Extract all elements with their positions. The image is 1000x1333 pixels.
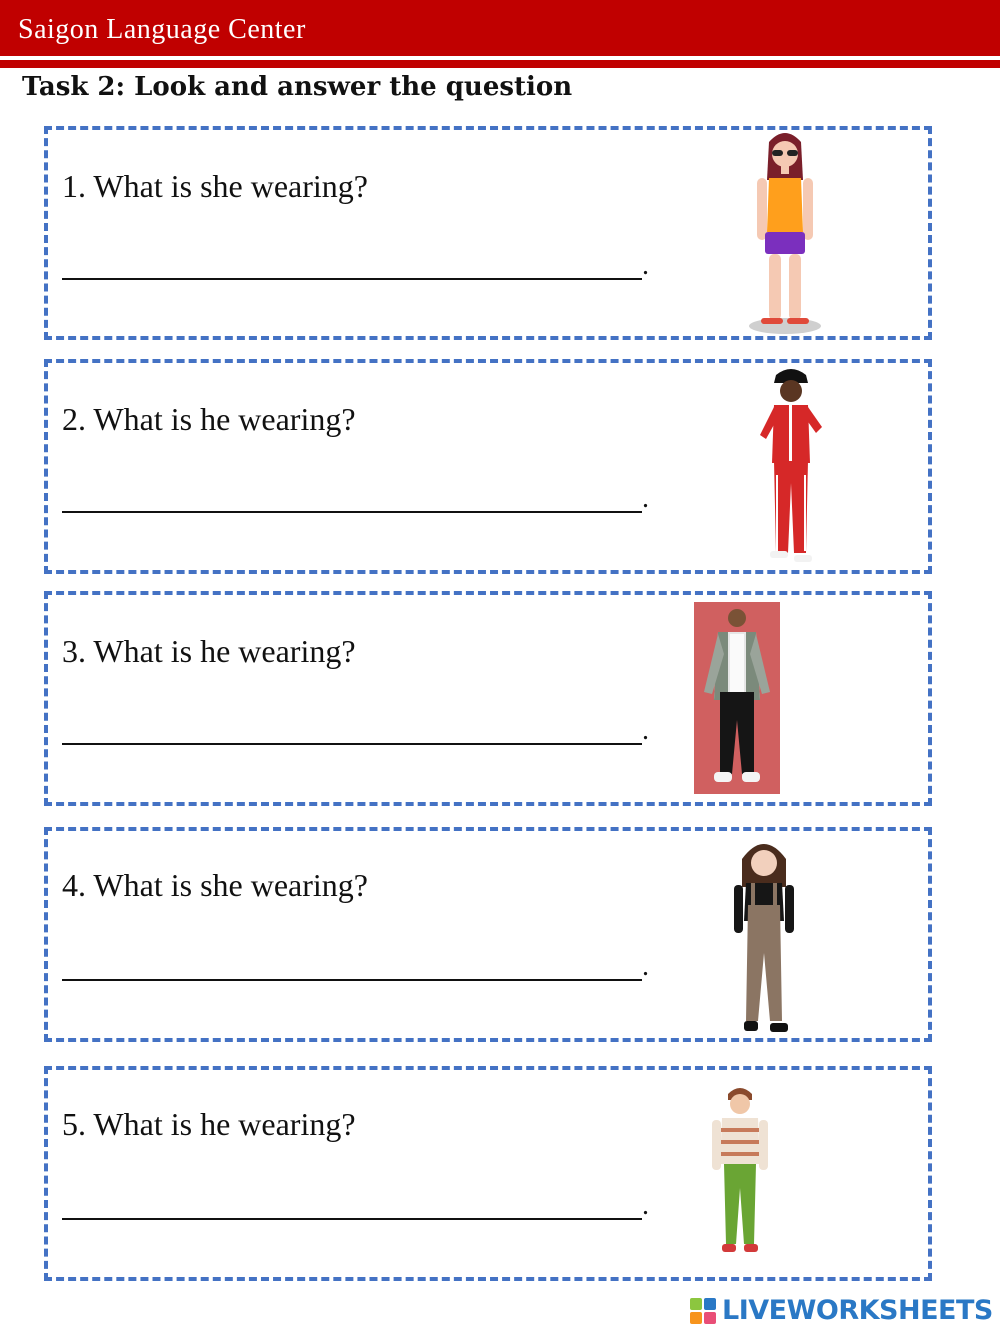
- task-title: Task 2: Look and answer the question: [22, 72, 573, 102]
- answer-period-1: .: [642, 250, 649, 281]
- question-text-2: 2. What is he wearing?: [62, 401, 356, 437]
- question-box-5: [44, 1066, 932, 1281]
- answer-line-4[interactable]: [62, 979, 642, 981]
- man-figure-3: [694, 602, 780, 794]
- answer-period-3: .: [642, 715, 649, 746]
- man-figure-2: [756, 365, 826, 571]
- answer-line-1[interactable]: [62, 278, 642, 280]
- question-box-3: [44, 591, 932, 806]
- question-text-3: 3. What is he wearing?: [62, 633, 356, 669]
- header-title: Saigon Language Center: [18, 14, 306, 45]
- answer-period-4: .: [642, 951, 649, 982]
- answer-period-5: .: [642, 1190, 649, 1221]
- answer-line-5[interactable]: [62, 1218, 642, 1220]
- question-box-2: [44, 359, 932, 574]
- question-box-4: [44, 827, 932, 1042]
- woman-figure-1: [743, 128, 827, 336]
- liveworksheets-brand[interactable]: [690, 1295, 993, 1326]
- liveworksheets-brand-text: LIVEWORKSHEETS: [722, 1295, 993, 1326]
- answer-line-3[interactable]: [62, 743, 642, 745]
- header-rule: [0, 60, 1000, 68]
- question-text-5: 5. What is he wearing?: [62, 1106, 356, 1142]
- header-bar: [0, 0, 1000, 56]
- liveworksheets-logo-icon: [690, 1298, 716, 1324]
- woman-figure-4: [724, 835, 804, 1041]
- question-text-4: 4. What is she wearing?: [62, 867, 368, 903]
- answer-line-2[interactable]: [62, 511, 642, 513]
- question-text-1: 1. What is she wearing?: [62, 168, 368, 204]
- answer-period-2: .: [642, 483, 649, 514]
- question-box-1: [44, 126, 932, 340]
- man-figure-5: [710, 1084, 770, 1264]
